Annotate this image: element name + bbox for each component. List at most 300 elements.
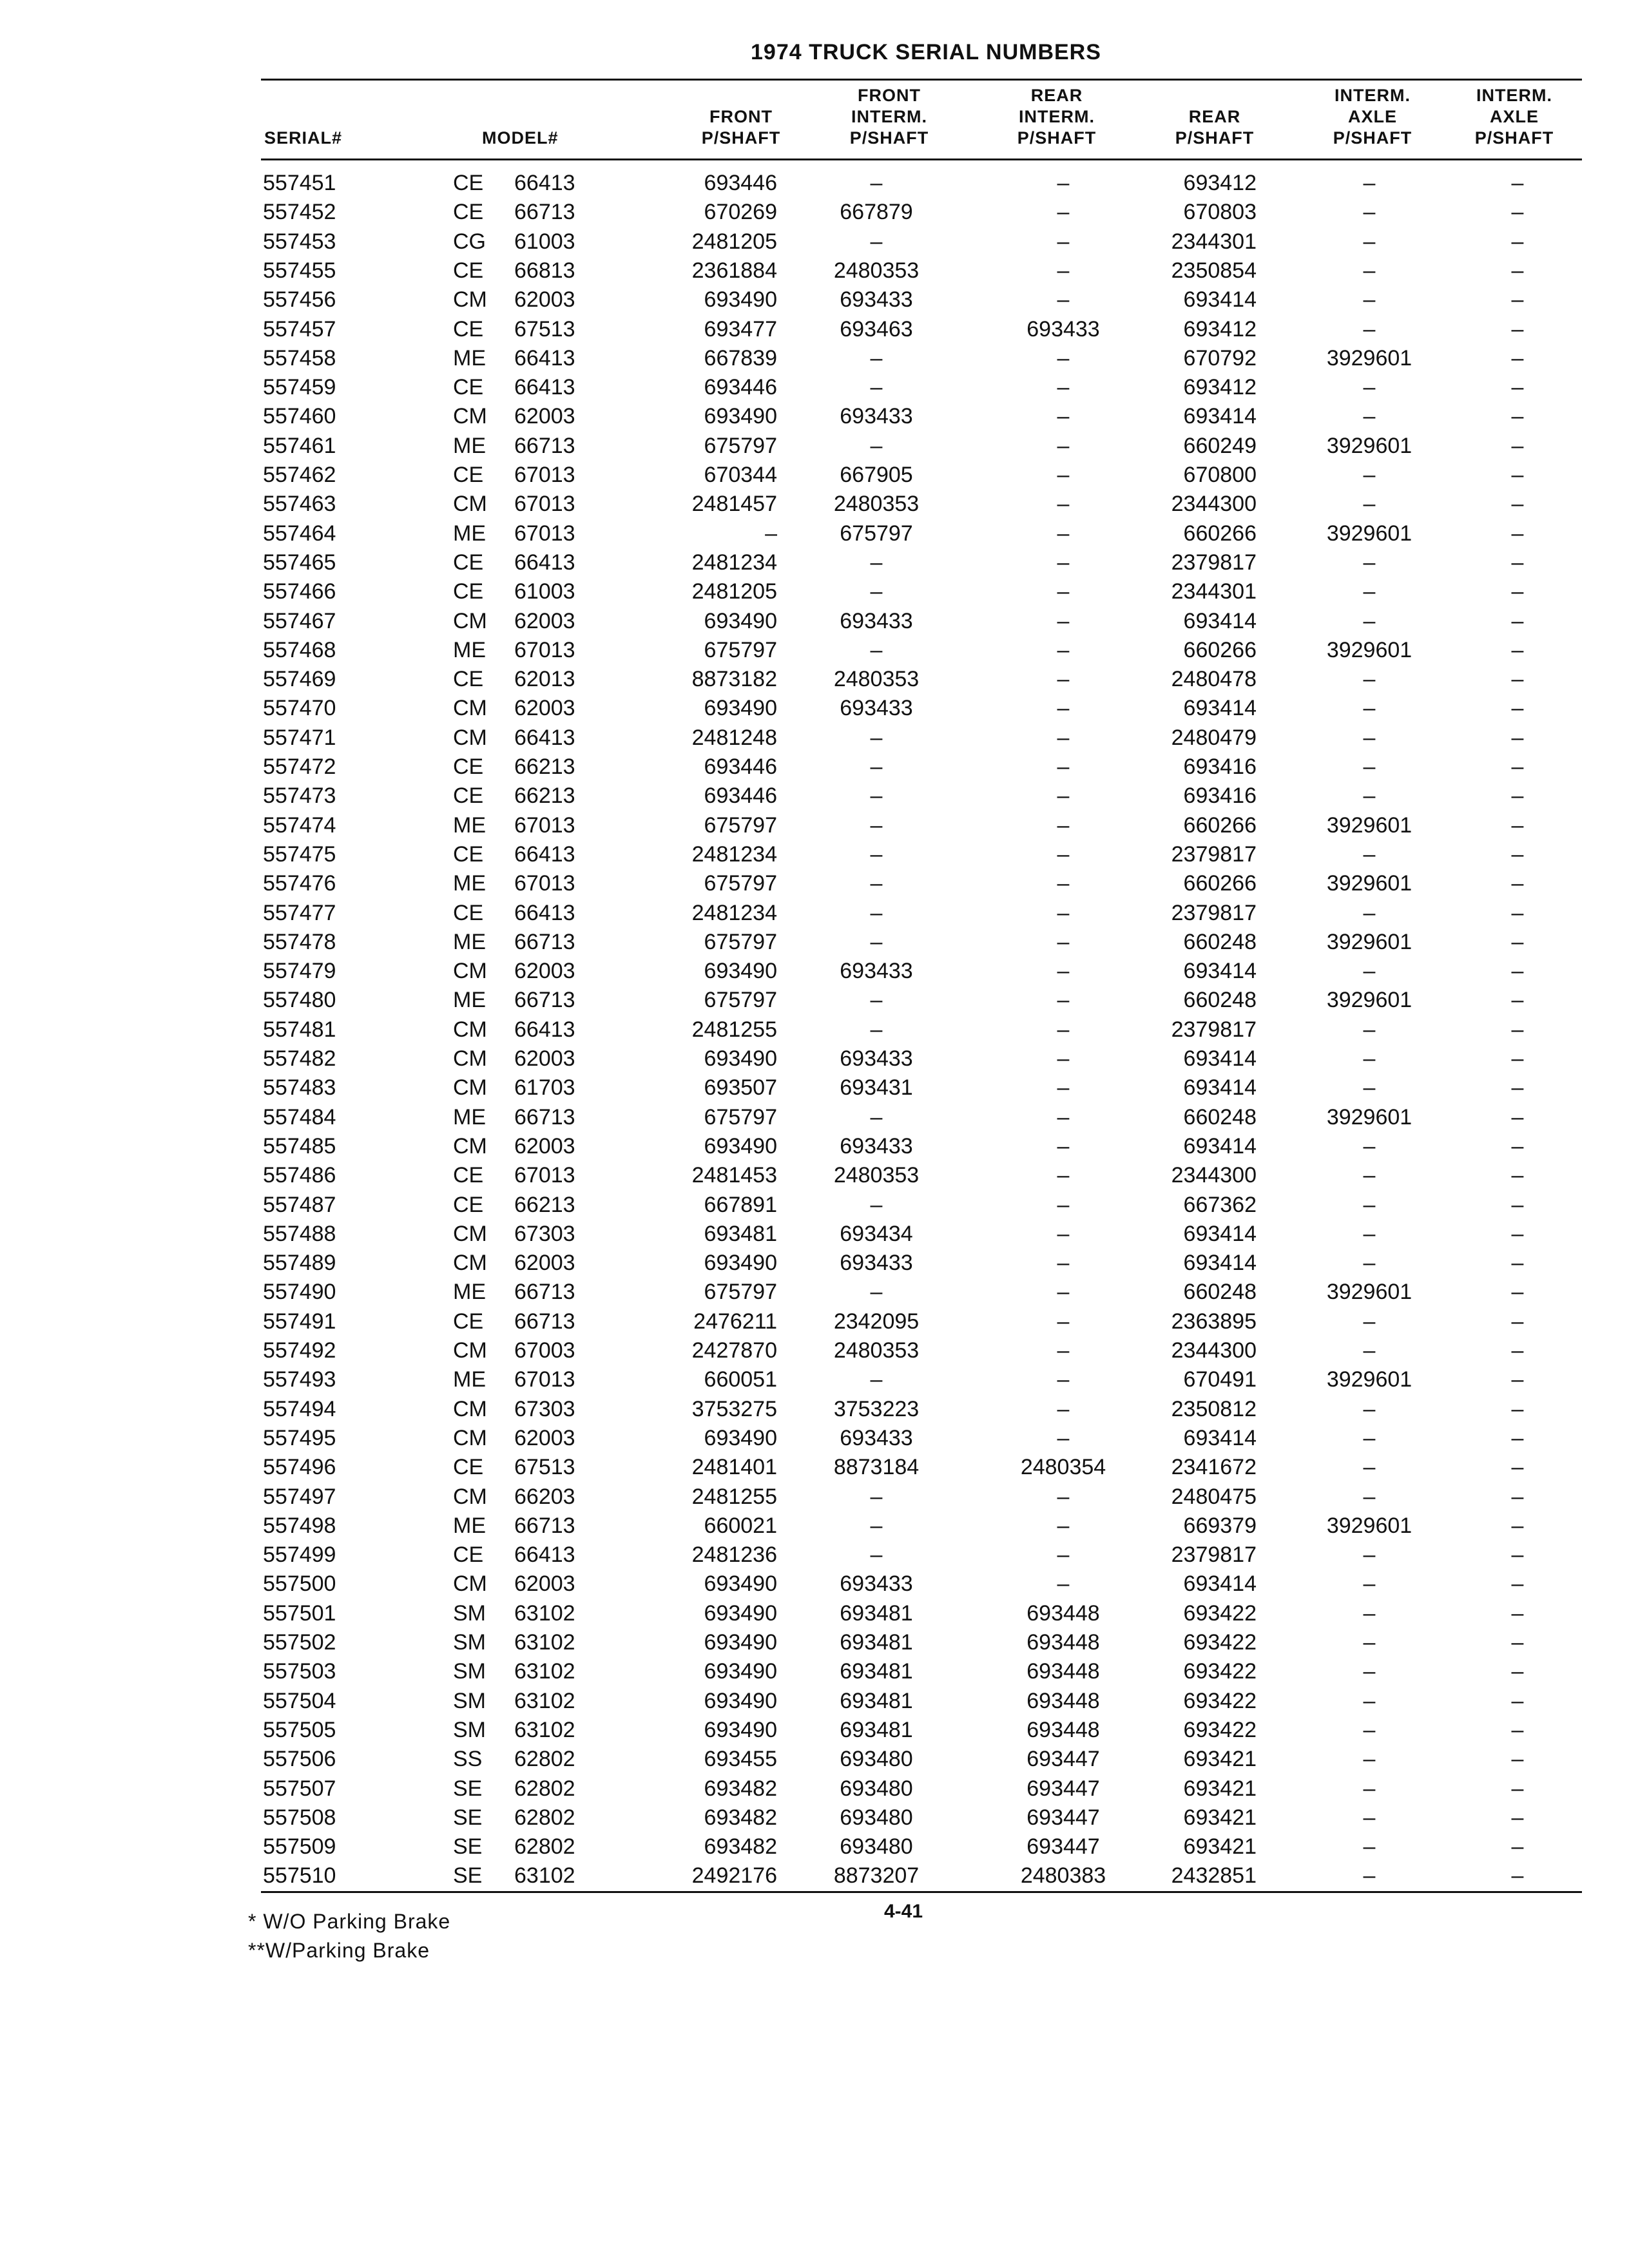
- front-pshaft-cell: 693507: [704, 1075, 777, 1100]
- model-code-cell: SE: [453, 1805, 483, 1830]
- interm-axle-pshaft-2-cell: –: [1511, 1659, 1524, 1684]
- interm-axle-pshaft-2-cell: –: [1511, 258, 1524, 283]
- interm-axle-pshaft-cell: 3929601: [1326, 929, 1412, 954]
- front-pshaft-cell: 693490: [704, 404, 777, 429]
- interm-axle-pshaft-2-cell: –: [1511, 375, 1524, 400]
- front-interm-pshaft-cell: –: [870, 1513, 883, 1538]
- model-code-cell: CM: [453, 1251, 487, 1276]
- table-row: [0, 1861, 1629, 1890]
- serial-cell: 557451: [263, 171, 336, 195]
- front-interm-pshaft-cell: 693481: [840, 1659, 913, 1684]
- front-pshaft-cell: 2361884: [691, 258, 777, 283]
- header-front-interm-pshaft: [812, 85, 967, 149]
- rear-pshaft-cell: 693414: [1183, 608, 1257, 633]
- front-pshaft-cell: 693490: [704, 1717, 777, 1742]
- serial-cell: 557459: [263, 375, 336, 400]
- model-code-cell: CM: [453, 608, 487, 633]
- interm-axle-pshaft-2-cell: –: [1511, 1542, 1524, 1568]
- table-row: [0, 577, 1629, 606]
- serial-cell: 557510: [263, 1863, 336, 1888]
- model-code-cell: SE: [453, 1776, 483, 1801]
- interm-axle-pshaft-2-cell: –: [1511, 1104, 1524, 1129]
- interm-axle-pshaft-cell: –: [1363, 1192, 1376, 1217]
- model-code-cell: ME: [453, 1280, 486, 1305]
- model-code-cell: SM: [453, 1717, 486, 1742]
- serial-cell: 557478: [263, 929, 336, 954]
- model-number-cell: 66413: [514, 900, 575, 925]
- model-number-cell: 67013: [514, 1367, 575, 1392]
- front-interm-pshaft-cell: –: [870, 229, 883, 254]
- table-row: [0, 782, 1629, 811]
- interm-axle-pshaft-cell: –: [1363, 1747, 1376, 1772]
- rear-pshaft-cell: 693412: [1183, 171, 1257, 195]
- rear-pshaft-cell: 693414: [1183, 1075, 1257, 1100]
- model-number-cell: 67013: [514, 492, 575, 517]
- serial-cell: 557475: [263, 841, 336, 867]
- rear-pshaft-cell: 660248: [1183, 1104, 1257, 1129]
- model-number-cell: 61003: [514, 579, 575, 604]
- interm-axle-pshaft-2-cell: –: [1511, 871, 1524, 896]
- serial-cell: 557490: [263, 1280, 336, 1305]
- serial-cell: 557497: [263, 1484, 336, 1509]
- rear-interm-pshaft-cell: –: [1057, 287, 1070, 312]
- rear-interm-pshaft-cell: –: [1057, 1163, 1070, 1188]
- table-bottom-rule: [261, 1891, 1582, 1893]
- table-row: [0, 1541, 1629, 1570]
- model-number-cell: 66413: [514, 725, 575, 750]
- model-code-cell: CM: [453, 1046, 487, 1071]
- rear-interm-pshaft-cell: –: [1057, 1396, 1070, 1421]
- serial-cell: 557491: [263, 1309, 336, 1334]
- rear-interm-pshaft-cell: –: [1057, 345, 1070, 370]
- serial-cell: 557501: [263, 1600, 336, 1626]
- table-row: [0, 1132, 1629, 1161]
- rear-pshaft-cell: 693422: [1183, 1688, 1257, 1713]
- rear-pshaft-cell: 693416: [1183, 754, 1257, 779]
- table-row: [0, 1161, 1629, 1190]
- model-number-cell: 66813: [514, 258, 575, 283]
- front-interm-pshaft-cell: 693433: [840, 959, 913, 984]
- serial-cell: 557455: [263, 258, 336, 283]
- interm-axle-pshaft-cell: –: [1363, 1251, 1376, 1276]
- front-pshaft-cell: 2481234: [691, 841, 777, 867]
- table-row: [0, 1774, 1629, 1803]
- model-number-cell: 66213: [514, 1192, 575, 1217]
- serial-cell: 557485: [263, 1133, 336, 1158]
- rear-interm-pshaft-cell: –: [1057, 463, 1070, 487]
- rear-pshaft-cell: 693412: [1183, 316, 1257, 341]
- rear-interm-pshaft-cell: –: [1057, 754, 1070, 779]
- front-pshaft-cell: 693490: [704, 1600, 777, 1626]
- header-rear-interm-pshaft: [986, 85, 1128, 149]
- header-line: INTERM.: [1019, 107, 1095, 126]
- model-code-cell: ME: [453, 345, 486, 370]
- table-row: [0, 665, 1629, 694]
- front-interm-pshaft-cell: 693433: [840, 404, 913, 429]
- header-model: MODEL#: [482, 128, 559, 148]
- header-top-rule: [261, 79, 1582, 81]
- front-pshaft-cell: 670269: [704, 200, 777, 225]
- table-row: [0, 519, 1629, 548]
- model-number-cell: 66413: [514, 1017, 575, 1042]
- table-row: [0, 1628, 1629, 1657]
- page-number: 4-41: [884, 1901, 923, 1922]
- table-row: [0, 840, 1629, 869]
- model-code-cell: CE: [453, 463, 484, 487]
- interm-axle-pshaft-2-cell: –: [1511, 492, 1524, 517]
- table-row: [0, 1073, 1629, 1102]
- serial-cell: 557495: [263, 1425, 336, 1450]
- rear-pshaft-cell: 660248: [1183, 1280, 1257, 1305]
- front-interm-pshaft-cell: –: [870, 988, 883, 1013]
- interm-axle-pshaft-2-cell: –: [1511, 200, 1524, 225]
- serial-cell: 557480: [263, 988, 336, 1013]
- interm-axle-pshaft-2-cell: –: [1511, 521, 1524, 546]
- header-line: P/SHAFT: [701, 128, 781, 148]
- model-code-cell: CE: [453, 1542, 484, 1568]
- table-row: [0, 256, 1629, 285]
- model-number-cell: 66713: [514, 1104, 575, 1129]
- rear-interm-pshaft-cell: 693448: [1027, 1600, 1100, 1626]
- front-interm-pshaft-cell: –: [870, 579, 883, 604]
- model-number-cell: 67013: [514, 1163, 575, 1188]
- front-pshaft-cell: 675797: [704, 929, 777, 954]
- model-number-cell: 62003: [514, 287, 575, 312]
- model-number-cell: 62003: [514, 959, 575, 984]
- front-interm-pshaft-cell: 8873184: [833, 1455, 920, 1480]
- front-interm-pshaft-cell: 693481: [840, 1600, 913, 1626]
- interm-axle-pshaft-cell: –: [1363, 1075, 1376, 1100]
- front-pshaft-cell: 667891: [704, 1192, 777, 1217]
- front-pshaft-cell: 693490: [704, 1630, 777, 1655]
- interm-axle-pshaft-2-cell: –: [1511, 1075, 1524, 1100]
- interm-axle-pshaft-2-cell: –: [1511, 725, 1524, 750]
- interm-axle-pshaft-cell: –: [1363, 1600, 1376, 1626]
- interm-axle-pshaft-cell: –: [1363, 229, 1376, 254]
- serial-cell: 557487: [263, 1192, 336, 1217]
- interm-axle-pshaft-2-cell: –: [1511, 1425, 1524, 1450]
- serial-cell: 557488: [263, 1221, 336, 1246]
- model-code-cell: ME: [453, 929, 486, 954]
- header-line: REAR: [1188, 107, 1241, 126]
- serial-cell: 557499: [263, 1542, 336, 1568]
- header-serial: SERIAL#: [264, 128, 343, 148]
- front-interm-pshaft-cell: 693433: [840, 1571, 913, 1597]
- serial-cell: 557461: [263, 433, 336, 458]
- rear-interm-pshaft-cell: –: [1057, 258, 1070, 283]
- model-number-cell: 63102: [514, 1659, 575, 1684]
- serial-cell: 557468: [263, 637, 336, 662]
- rear-pshaft-cell: 693414: [1183, 1133, 1257, 1158]
- front-pshaft-cell: 693446: [704, 375, 777, 400]
- interm-axle-pshaft-2-cell: –: [1511, 345, 1524, 370]
- rear-interm-pshaft-cell: –: [1057, 171, 1070, 195]
- front-pshaft-cell: 8873182: [691, 667, 777, 692]
- interm-axle-pshaft-cell: –: [1363, 1630, 1376, 1655]
- rear-interm-pshaft-cell: 2480354: [1020, 1455, 1106, 1480]
- rear-pshaft-cell: 693422: [1183, 1717, 1257, 1742]
- model-number-cell: 66413: [514, 1542, 575, 1568]
- front-pshaft-cell: 2476211: [693, 1309, 777, 1334]
- table-row: [0, 1044, 1629, 1073]
- model-code-cell: CE: [453, 579, 484, 604]
- header-interm-axle-pshaft: [1302, 85, 1443, 149]
- model-number-cell: 67003: [514, 1338, 575, 1363]
- interm-axle-pshaft-2-cell: –: [1511, 929, 1524, 954]
- front-pshaft-cell: 693490: [704, 1046, 777, 1071]
- serial-cell: 557494: [263, 1396, 336, 1421]
- rear-interm-pshaft-cell: –: [1057, 521, 1070, 546]
- rear-interm-pshaft-cell: –: [1057, 404, 1070, 429]
- interm-axle-pshaft-cell: –: [1363, 375, 1376, 400]
- front-interm-pshaft-cell: –: [870, 1017, 883, 1042]
- model-code-cell: CM: [453, 1571, 487, 1597]
- front-pshaft-cell: 693446: [704, 754, 777, 779]
- rear-interm-pshaft-cell: –: [1057, 929, 1070, 954]
- interm-axle-pshaft-cell: –: [1363, 200, 1376, 225]
- model-code-cell: CM: [453, 404, 487, 429]
- model-number-cell: 62003: [514, 1571, 575, 1597]
- rear-pshaft-cell: 660249: [1183, 433, 1257, 458]
- interm-axle-pshaft-2-cell: –: [1511, 316, 1524, 341]
- front-interm-pshaft-cell: 675797: [840, 521, 913, 546]
- header-bottom-rule: [261, 159, 1582, 160]
- table-row: [0, 373, 1629, 402]
- rear-pshaft-cell: 2363895: [1171, 1309, 1257, 1334]
- rear-interm-pshaft-cell: –: [1057, 1221, 1070, 1246]
- interm-axle-pshaft-cell: –: [1363, 1046, 1376, 1071]
- serial-cell: 557457: [263, 316, 336, 341]
- interm-axle-pshaft-cell: 3929601: [1326, 871, 1412, 896]
- serial-cell: 557496: [263, 1455, 336, 1480]
- model-number-cell: 66213: [514, 783, 575, 809]
- front-pshaft-cell: 675797: [704, 1104, 777, 1129]
- front-interm-pshaft-cell: –: [870, 171, 883, 195]
- interm-axle-pshaft-cell: –: [1363, 783, 1376, 809]
- rear-pshaft-cell: 693422: [1183, 1659, 1257, 1684]
- rear-pshaft-cell: 667362: [1183, 1192, 1257, 1217]
- header-line: P/SHAFT: [1474, 128, 1554, 148]
- header-line: P/SHAFT: [1175, 128, 1255, 148]
- front-pshaft-cell: 2481401: [691, 1455, 777, 1480]
- table-row: [0, 548, 1629, 577]
- interm-axle-pshaft-2-cell: –: [1511, 171, 1524, 195]
- rear-pshaft-cell: 693414: [1183, 1251, 1257, 1276]
- rear-interm-pshaft-cell: –: [1057, 900, 1070, 925]
- interm-axle-pshaft-cell: 3929601: [1326, 988, 1412, 1013]
- interm-axle-pshaft-cell: –: [1363, 1425, 1376, 1450]
- serial-cell: 557474: [263, 812, 336, 838]
- rear-pshaft-cell: 670800: [1183, 463, 1257, 487]
- interm-axle-pshaft-2-cell: –: [1511, 1221, 1524, 1246]
- interm-axle-pshaft-cell: –: [1363, 463, 1376, 487]
- table-row: [0, 1365, 1629, 1394]
- interm-axle-pshaft-cell: –: [1363, 258, 1376, 283]
- model-code-cell: CM: [453, 725, 487, 750]
- model-code-cell: CE: [453, 1309, 484, 1334]
- table-row: [0, 1336, 1629, 1365]
- model-code-cell: CM: [453, 1425, 487, 1450]
- front-interm-pshaft-cell: –: [870, 929, 883, 954]
- table-row: [0, 1103, 1629, 1132]
- rear-pshaft-cell: 2379817: [1171, 900, 1257, 925]
- table-row: [0, 490, 1629, 519]
- table-row: [0, 1015, 1629, 1044]
- table-row: [0, 694, 1629, 723]
- interm-axle-pshaft-2-cell: –: [1511, 287, 1524, 312]
- rear-interm-pshaft-cell: –: [1057, 637, 1070, 662]
- rear-pshaft-cell: 693421: [1183, 1834, 1257, 1860]
- header-line: P/SHAFT: [849, 128, 929, 148]
- table-row: [0, 928, 1629, 957]
- model-code-cell: CE: [453, 1192, 484, 1217]
- interm-axle-pshaft-cell: –: [1363, 959, 1376, 984]
- model-number-cell: 63102: [514, 1863, 575, 1888]
- interm-axle-pshaft-cell: 3929601: [1326, 1280, 1412, 1305]
- serial-cell: 557500: [263, 1571, 336, 1597]
- rear-interm-pshaft-cell: –: [1057, 1133, 1070, 1158]
- serial-cell: 557470: [263, 696, 336, 721]
- model-code-cell: CM: [453, 959, 487, 984]
- model-code-cell: ME: [453, 1104, 486, 1129]
- table-row: [0, 344, 1629, 373]
- rear-pshaft-cell: 2344301: [1171, 229, 1257, 254]
- model-number-cell: 66413: [514, 375, 575, 400]
- model-code-cell: CM: [453, 1075, 487, 1100]
- interm-axle-pshaft-2-cell: –: [1511, 1600, 1524, 1626]
- model-code-cell: CE: [453, 550, 484, 575]
- model-code-cell: ME: [453, 637, 486, 662]
- interm-axle-pshaft-2-cell: –: [1511, 550, 1524, 575]
- rear-interm-pshaft-cell: 693448: [1027, 1630, 1100, 1655]
- front-pshaft-cell: 2427870: [691, 1338, 777, 1363]
- front-pshaft-cell: 693490: [704, 287, 777, 312]
- table-row: [0, 1687, 1629, 1716]
- rear-interm-pshaft-cell: –: [1057, 433, 1070, 458]
- front-pshaft-cell: 2481255: [691, 1484, 777, 1509]
- model-number-cell: 66413: [514, 841, 575, 867]
- front-pshaft-cell: 2481205: [691, 229, 777, 254]
- front-interm-pshaft-cell: –: [870, 754, 883, 779]
- interm-axle-pshaft-cell: –: [1363, 1396, 1376, 1421]
- rear-interm-pshaft-cell: –: [1057, 841, 1070, 867]
- front-interm-pshaft-cell: 693433: [840, 1425, 913, 1450]
- front-interm-pshaft-cell: 2480353: [833, 492, 920, 517]
- footnote-with-parking-brake: **W/Parking Brake: [248, 1939, 430, 1962]
- front-pshaft-cell: 675797: [704, 637, 777, 662]
- front-pshaft-cell: 660021: [704, 1513, 777, 1538]
- interm-axle-pshaft-2-cell: –: [1511, 1805, 1524, 1830]
- front-pshaft-cell: 675797: [704, 988, 777, 1013]
- header-line: P/SHAFT: [1333, 128, 1412, 148]
- interm-axle-pshaft-cell: –: [1363, 316, 1376, 341]
- serial-cell: 557452: [263, 200, 336, 225]
- rear-interm-pshaft-cell: 2480383: [1020, 1863, 1106, 1888]
- front-pshaft-cell: 693446: [704, 783, 777, 809]
- header-line: FRONT: [858, 86, 921, 105]
- serial-cell: 557476: [263, 871, 336, 896]
- serial-cell: 557509: [263, 1834, 336, 1860]
- interm-axle-pshaft-cell: 3929601: [1326, 1513, 1412, 1538]
- interm-axle-pshaft-2-cell: –: [1511, 1834, 1524, 1860]
- rear-pshaft-cell: 2379817: [1171, 841, 1257, 867]
- interm-axle-pshaft-cell: 3929601: [1326, 812, 1412, 838]
- serial-cell: 557486: [263, 1163, 336, 1188]
- serial-cell: 557466: [263, 579, 336, 604]
- front-interm-pshaft-cell: 693433: [840, 608, 913, 633]
- table-row: [0, 1453, 1629, 1482]
- interm-axle-pshaft-2-cell: –: [1511, 1688, 1524, 1713]
- interm-axle-pshaft-2-cell: –: [1511, 1747, 1524, 1772]
- serial-cell: 557504: [263, 1688, 336, 1713]
- model-number-cell: 66713: [514, 433, 575, 458]
- interm-axle-pshaft-cell: –: [1363, 1309, 1376, 1334]
- table-row: [0, 1249, 1629, 1278]
- interm-axle-pshaft-2-cell: –: [1511, 841, 1524, 867]
- header-line: AXLE: [1347, 107, 1397, 126]
- front-pshaft-cell: 693482: [704, 1834, 777, 1860]
- front-pshaft-cell: 2481236: [691, 1542, 777, 1568]
- rear-interm-pshaft-cell: –: [1057, 229, 1070, 254]
- interm-axle-pshaft-cell: –: [1363, 1571, 1376, 1597]
- model-code-cell: CG: [453, 229, 486, 254]
- model-number-cell: 63102: [514, 1688, 575, 1713]
- rear-interm-pshaft-cell: –: [1057, 1542, 1070, 1568]
- rear-interm-pshaft-cell: –: [1057, 1104, 1070, 1129]
- interm-axle-pshaft-cell: –: [1363, 1863, 1376, 1888]
- interm-axle-pshaft-cell: –: [1363, 579, 1376, 604]
- table-row: [0, 607, 1629, 636]
- front-pshaft-cell: 675797: [704, 871, 777, 896]
- interm-axle-pshaft-cell: –: [1363, 1484, 1376, 1509]
- interm-axle-pshaft-cell: –: [1363, 550, 1376, 575]
- interm-axle-pshaft-2-cell: –: [1511, 1046, 1524, 1071]
- model-code-cell: CM: [453, 1484, 487, 1509]
- rear-pshaft-cell: 2480475: [1171, 1484, 1257, 1509]
- rear-pshaft-cell: 2350812: [1171, 1396, 1257, 1421]
- model-number-cell: 63102: [514, 1600, 575, 1626]
- front-interm-pshaft-cell: –: [870, 841, 883, 867]
- rear-pshaft-cell: 660248: [1183, 988, 1257, 1013]
- serial-cell: 557508: [263, 1805, 336, 1830]
- model-number-cell: 62003: [514, 1133, 575, 1158]
- rear-interm-pshaft-cell: –: [1057, 1367, 1070, 1392]
- table-row: [0, 315, 1629, 344]
- interm-axle-pshaft-2-cell: –: [1511, 812, 1524, 838]
- serial-cell: 557477: [263, 900, 336, 925]
- model-code-cell: CM: [453, 1338, 487, 1363]
- table-row: [0, 1657, 1629, 1686]
- front-pshaft-cell: 675797: [704, 812, 777, 838]
- interm-axle-pshaft-2-cell: –: [1511, 1513, 1524, 1538]
- interm-axle-pshaft-cell: –: [1363, 404, 1376, 429]
- interm-axle-pshaft-2-cell: –: [1511, 1630, 1524, 1655]
- serial-cell: 557484: [263, 1104, 336, 1129]
- rear-pshaft-cell: 693421: [1183, 1776, 1257, 1801]
- interm-axle-pshaft-2-cell: –: [1511, 696, 1524, 721]
- model-number-cell: 62003: [514, 1251, 575, 1276]
- interm-axle-pshaft-cell: –: [1363, 754, 1376, 779]
- front-pshaft-cell: 693490: [704, 1133, 777, 1158]
- front-pshaft-cell: 2492176: [691, 1863, 777, 1888]
- table-row: [0, 869, 1629, 898]
- interm-axle-pshaft-cell: 3929601: [1326, 521, 1412, 546]
- serial-cell: 557465: [263, 550, 336, 575]
- rear-pshaft-cell: 693422: [1183, 1630, 1257, 1655]
- rear-interm-pshaft-cell: –: [1057, 1309, 1070, 1334]
- front-pshaft-cell: –: [765, 521, 777, 546]
- front-pshaft-cell: 693490: [704, 959, 777, 984]
